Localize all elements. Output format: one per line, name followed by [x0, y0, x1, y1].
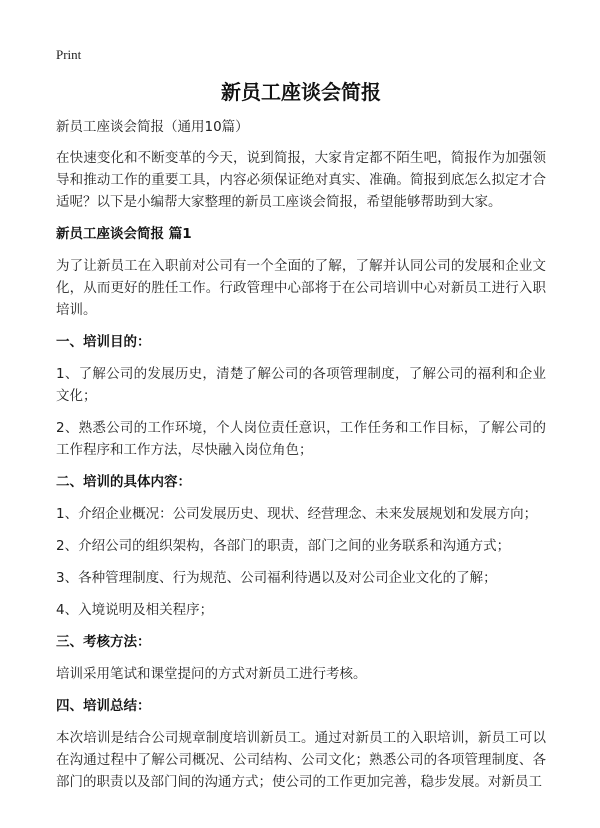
intro-paragraph: 在快速变化和不断变革的今天，说到简报，大家肯定都不陌生吧，简报作为加强领导和推动工作的重要工具，内容必须保证绝对真实、准确。简报到底怎么拟定才合适呢？以下是小编帮大家整理的新员工座谈会简报，希望能够帮助到大家。 — [56, 150, 546, 210]
section-heading-content: 二、培训的具体内容： — [56, 474, 191, 490]
list-item: 2、熟悉公司的工作环境，个人岗位责任意识，工作任务和工作目标，了解公司的工作程序和工作方法，尽快融入岗位角色； — [56, 420, 546, 458]
list-item: 2、介绍公司的组织架构，各部门的职责，部门之间的业务联系和沟通方式； — [56, 538, 511, 554]
document-subtitle: 新员工座谈会简报（通用10篇） — [56, 119, 249, 135]
assessment-paragraph: 培训采用笔试和课堂提问的方式对新员工进行考核。 — [56, 666, 367, 682]
list-item: 1、了解公司的发展历史，清楚了解公司的各项管理制度，了解公司的福利和企业文化； — [56, 366, 546, 404]
document-body — [56, 78, 546, 803]
list-item: 4、入境说明及相关程序； — [56, 602, 214, 618]
page-title: 新员工座谈会简报 — [221, 80, 381, 104]
list-item: 3、各种管理制度、行为规范、公司福利待遇以及对公司企业文化的了解； — [56, 570, 497, 586]
section-heading-purpose: 一、培训目的： — [56, 334, 151, 350]
summary-paragraph: 本次培训是结合公司规章制度培训新员工。通过对新员工的入职培训，新员工可以在沟通过程中了解公司概况、公司结构、公司文化；熟悉公司的各项管理制度、各部门的职责以及部门间的沟通方式；使公司的工作更加完善，稳步发展。对新员工 — [56, 730, 546, 790]
section-heading-assessment: 三、考核方法： — [56, 634, 151, 650]
article-intro-paragraph: 为了让新员工在入职前对公司有一个全面的了解，了解并认同公司的发展和企业文化，从而更好的胜任工作。行政管理中心部将于在公司培训中心对新员工进行入职培训。 — [56, 258, 546, 318]
print-link[interactable]: Print — [56, 47, 82, 62]
article-heading: 新员工座谈会简报 篇1 — [56, 226, 192, 242]
section-heading-summary: 四、培训总结： — [56, 698, 151, 714]
list-item: 1、介绍企业概况：公司发展历史、现状、经营理念、未来发展规划和发展方向； — [56, 506, 538, 522]
